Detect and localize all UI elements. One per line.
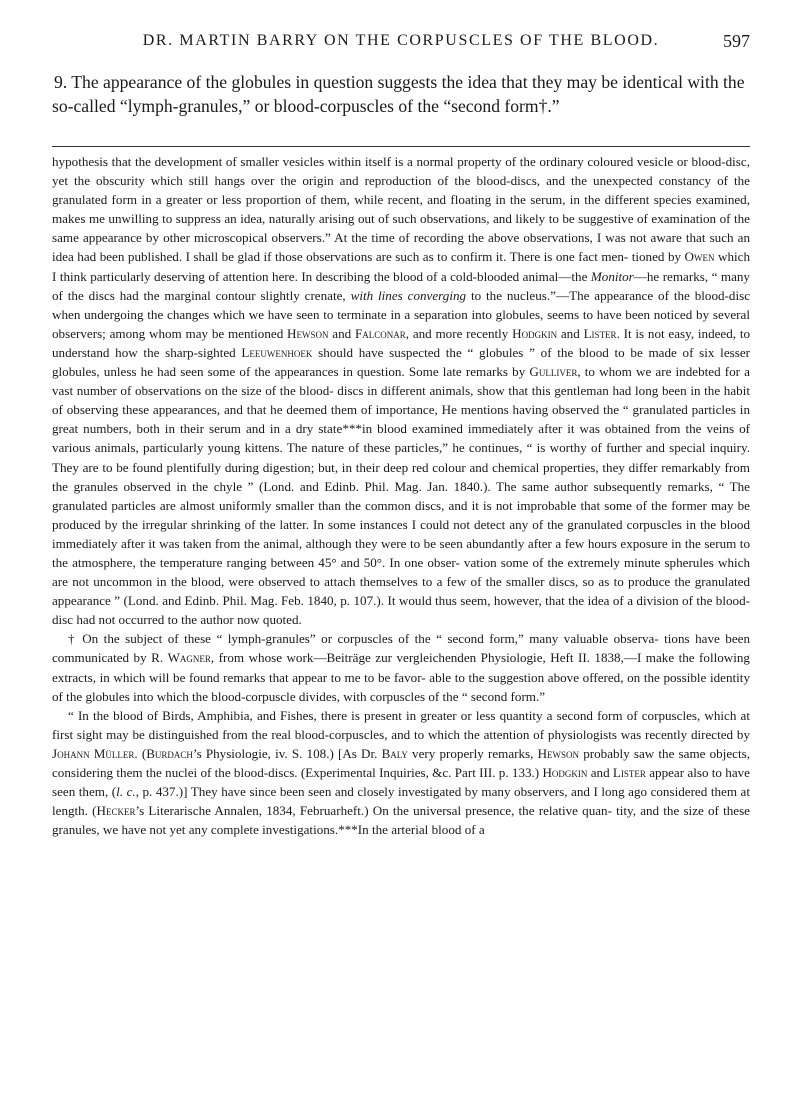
running-title: DR. MARTIN BARRY ON THE CORPUSCLES OF THE BLOOD. [142, 32, 660, 49]
page-number: 597 [723, 31, 750, 51]
author-johann-muller: Johann Müller [52, 745, 135, 761]
author-lister: Lister [583, 325, 617, 341]
author-falconar: Falconar [354, 325, 406, 341]
author-hodgkin: Hodgkin [512, 325, 558, 341]
author-hewson: Hewson [287, 325, 329, 341]
footnote-quotation: “ In the blood of Birds, Amphibia, and Fishes, there is present in greater or less quantity a second form of corpuscles, which at first sight may be distinguished from the real blood-corpuscles, and to which the attention of physiologists was recently directed by Johann Müller. (Burdach’s Physiologie, iv. S. 108.) [As Dr. Baly very properly remarks, Hewson probably saw the same objects, considering them the nuclei of the blood-discs. (Experimental Inquiries, &c. Part III. p. 133.) Hodgkin and Lister appear also to have seen them, (l. c., p. 437.)] They have since been seen and closely investigated by many observers, and I long ago considered them at length. (Hecker’s Literarische Annalen, 1834, Februarheft.) On the universal presence, the relative quan- tity, and the size of these granules, we have not yet any complete investigations.***In the arterial blood of a [52, 707, 750, 838]
author-hecker: Hecker [96, 803, 136, 819]
author-leeuwenhoek: Leeuwenhoek [241, 344, 313, 360]
footnote-divider [52, 146, 750, 147]
running-head [52, 32, 750, 52]
author-lister-2: Lister [612, 765, 646, 780]
author-hewson-2: Hewson [537, 745, 580, 761]
author-owen: Owen [684, 249, 715, 265]
footnotes [52, 152, 750, 839]
footnote-continuation: hypothesis that the development of smaller vesicles within itself is a normal property of the ordinary coloured vesicle or blood-disc, yet the obscurity which still hangs over the origin and reproduction of the blood-discs, and the unexpected constancy of the granulated form in a greater or less proportion of them, while recent, and floating in the serum, in the different species examined, makes me unwilling to suppress an idea, naturally arising out of such observations, and likely to be suggestive of examination of the same appearance by other microscopical observers.” At the time of recording the above observations, I was not aware that such an idea had been published. I shall be glad if those observations are such as to confirm it. There is one fact men- tioned by Owen which I think particularly deserving of attention here. In describing the blood of a cold-blooded animal—the Monitor—he remarks, “ many of the discs had the marginal contour slightly crenate, with lines converging to the nucleus.”—The appearance of the blood-disc when undergoing the changes which we have seen to terminate in a separation into globules, seems to have been noticed by several observers; among whom may be mentioned Hewson and Falconar, and more recently Hodgkin and Lister. It is not easy, indeed, to understand how the sharp-sighted Leeuwenhoek should have suspected the “ globules ” of the blood to be made of six lesser globules, unless he had seen some of the appearances in question. Some late remarks by Gulliver, to whom we are indebted for a vast number of observations on the size of the blood- discs in different animals, show that this gentleman had long been in the habit of observing these appearances, and that he deemed them of importance, He mentions having observed the “ granulated particles in great numbers, both in their serum and in a dry state***in blood examined immediately after it was obtained from the veins of various animals, particularly young kittens. The nature of these particles,” he continues, “ is worthy of further and special inquiry. They are to be found plentifully during digestion; but, in their deep red colour and chemical properties, they differ remarkably from the granules observed in the chyle ” (Lond. and Edinb. Phil. Mag. Jan. 1840.). The same author subsequently remarks, “ The granulated particles are almost uniformly smaller than the common discs, and it is not improbable that some of the former may be produced by the irregular shrinking of the latter. In some instances I could not detect any of the granulated corpuscles in the blood immediately after it was taken from the animal, although they were to be seen abundantly after a few hours exposure in the serum to the atmosphere, the temperature ranging between 45° and 50°. In one obser- vation some of the extremely minute spherules which are not uncommon in the blood, were observed to attach themselves to a few of the smaller discs, so as to produce the granulated appearance ” (Lond. and Edinb. Phil. Mag. Feb. 1840, p. 107.). It would thus seem, however, that the idea of a division of the blood-disc had not occurred to the author now quoted. [52, 154, 751, 628]
footnote-dagger: † On the subject of these “ lymph-granules” or corpuscles of the “ second form,” many valuable observa- tions have been communicated by R. Wagner, from whose work—Beiträge zur vergleichenden Physiologie, Heft II. 1838,—I make the following extracts, in which will be found remarks that appear to me to be favor- able to the suggestion above offered, on the possible identity of the globules into which the blood-corpuscle divides, with corpuscles of the “ second form.” [52, 631, 750, 704]
italic-monitor: Monitor [590, 268, 634, 284]
author-gulliver: Gulliver [529, 364, 578, 380]
italic-lines-converging: with lines converging [350, 287, 467, 303]
author-hodgkin-2: Hodgkin [542, 765, 588, 780]
author-baly: Baly [381, 745, 408, 761]
paragraph-9: 9. The appearance of the globules in question suggests the idea that they may be identical with the so-called “lymph-granules,” or blood-corpuscles of the “second form†.” [52, 72, 745, 116]
author-wagner: Wagner [167, 650, 211, 666]
author-burdach: Burdach [146, 745, 193, 761]
italic-lc: l. c. [116, 784, 136, 800]
